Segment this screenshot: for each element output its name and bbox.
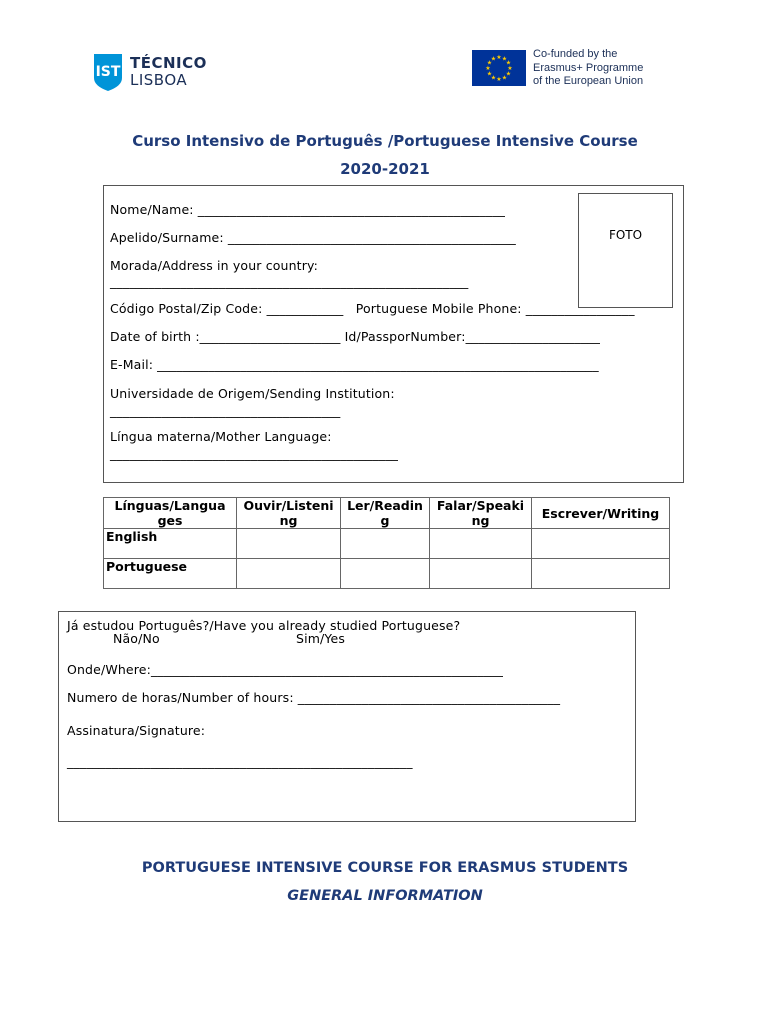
cell-portuguese-listening[interactable] <box>237 559 341 589</box>
eu-text-line: Co-funded by the <box>533 48 618 60</box>
surname-field[interactable]: Apelido/Surname: _____________________________________________ <box>110 230 516 245</box>
col-header-writing: Escrever/Writing <box>532 498 670 529</box>
where-field[interactable]: Onde/Where:_______________________________________________________ <box>67 662 503 677</box>
address-label: Morada/Address in your country: <box>110 258 318 273</box>
institution-label: Universidade de Origem/Sending Institution: <box>110 386 395 401</box>
logo-text-tecnico: TÉCNICO <box>130 54 207 72</box>
svg-text:★: ★ <box>505 59 512 67</box>
signature-label: Assinatura/Signature: <box>67 723 206 738</box>
col-header-listening: Ouvir/Listeni ng <box>237 498 341 529</box>
tecnico-lisboa-logo <box>92 52 212 94</box>
svg-text:★: ★ <box>507 65 513 72</box>
studied-question: Já estudou Português?/Have you already studied Portuguese? <box>67 618 461 633</box>
cell-english-reading[interactable] <box>341 529 430 559</box>
photo-box[interactable] <box>578 193 673 308</box>
footer-subheading: GENERAL INFORMATION <box>287 888 483 904</box>
svg-text:★: ★ <box>505 70 512 78</box>
cell-english-writing[interactable] <box>532 529 670 559</box>
svg-text:★: ★ <box>501 74 508 82</box>
svg-text:★: ★ <box>486 70 493 78</box>
table-row <box>104 529 670 559</box>
svg-text:★: ★ <box>496 54 502 61</box>
institution-field[interactable]: ____________________________________ <box>110 403 341 418</box>
option-yes[interactable]: Sim/Yes <box>296 631 346 646</box>
hours-field[interactable]: Numero de horas/Number of hours: _________________________________________ <box>67 690 561 705</box>
address-field[interactable]: ________________________________________________________ <box>110 274 469 289</box>
col-header-reading: Ler/Readin g <box>341 498 430 529</box>
option-no[interactable]: Não/No <box>113 631 160 646</box>
eu-text-line: Erasmus+ Programme <box>533 61 644 74</box>
footer-heading: PORTUGUESE INTENSIVE COURSE FOR ERASMUS STUDENTS <box>141 860 629 876</box>
col-header-languages: Línguas/Langua ges <box>104 498 237 529</box>
eu-flag-icon <box>472 50 526 86</box>
row-label-english: English <box>104 529 237 559</box>
eu-text-line: of the European Union <box>533 75 644 87</box>
ist-shield-icon <box>92 52 124 92</box>
cell-portuguese-reading[interactable] <box>341 559 430 589</box>
row-label-portuguese: Portuguese <box>104 559 237 589</box>
table-header-row <box>104 498 670 529</box>
course-title: Curso Intensivo de Português /Portuguese Intensive Course <box>132 132 638 150</box>
logo-text-lisboa: LISBOA <box>130 71 188 89</box>
signature-field[interactable]: ______________________________________________________ <box>67 754 413 769</box>
svg-text:IST: IST <box>95 64 121 80</box>
email-field[interactable]: E-Mail: _____________________________________________________________________ <box>110 357 599 372</box>
photo-label: FOTO <box>608 228 643 242</box>
zip-phone-field[interactable]: Código Postal/Zip Code: ____________ Portuguese Mobile Phone: _________________ <box>110 301 635 316</box>
eu-cofunded-text <box>533 48 643 89</box>
mother-language-field[interactable]: _____________________________________________ <box>110 446 398 461</box>
svg-text:★: ★ <box>501 55 508 63</box>
name-field[interactable]: Nome/Name: ________________________________________________ <box>110 202 505 217</box>
cell-portuguese-writing[interactable] <box>532 559 670 589</box>
cell-portuguese-speaking[interactable] <box>430 559 532 589</box>
svg-text:★: ★ <box>490 55 497 63</box>
cell-english-speaking[interactable] <box>430 529 532 559</box>
language-skills-table <box>103 497 670 589</box>
dob-id-field[interactable]: Date of birth :______________________ Id/PassporNumber:_____________________ <box>110 329 600 344</box>
col-header-speaking: Falar/Speaki ng <box>430 498 532 529</box>
svg-text:★: ★ <box>496 76 502 83</box>
cell-english-listening[interactable] <box>237 529 341 559</box>
mother-language-label: Língua materna/Mother Language: <box>110 429 332 444</box>
svg-text:★: ★ <box>486 59 493 67</box>
course-year: 2020-2021 <box>340 160 430 178</box>
svg-text:★: ★ <box>485 65 491 72</box>
svg-text:★: ★ <box>490 74 497 82</box>
table-row <box>104 559 670 589</box>
